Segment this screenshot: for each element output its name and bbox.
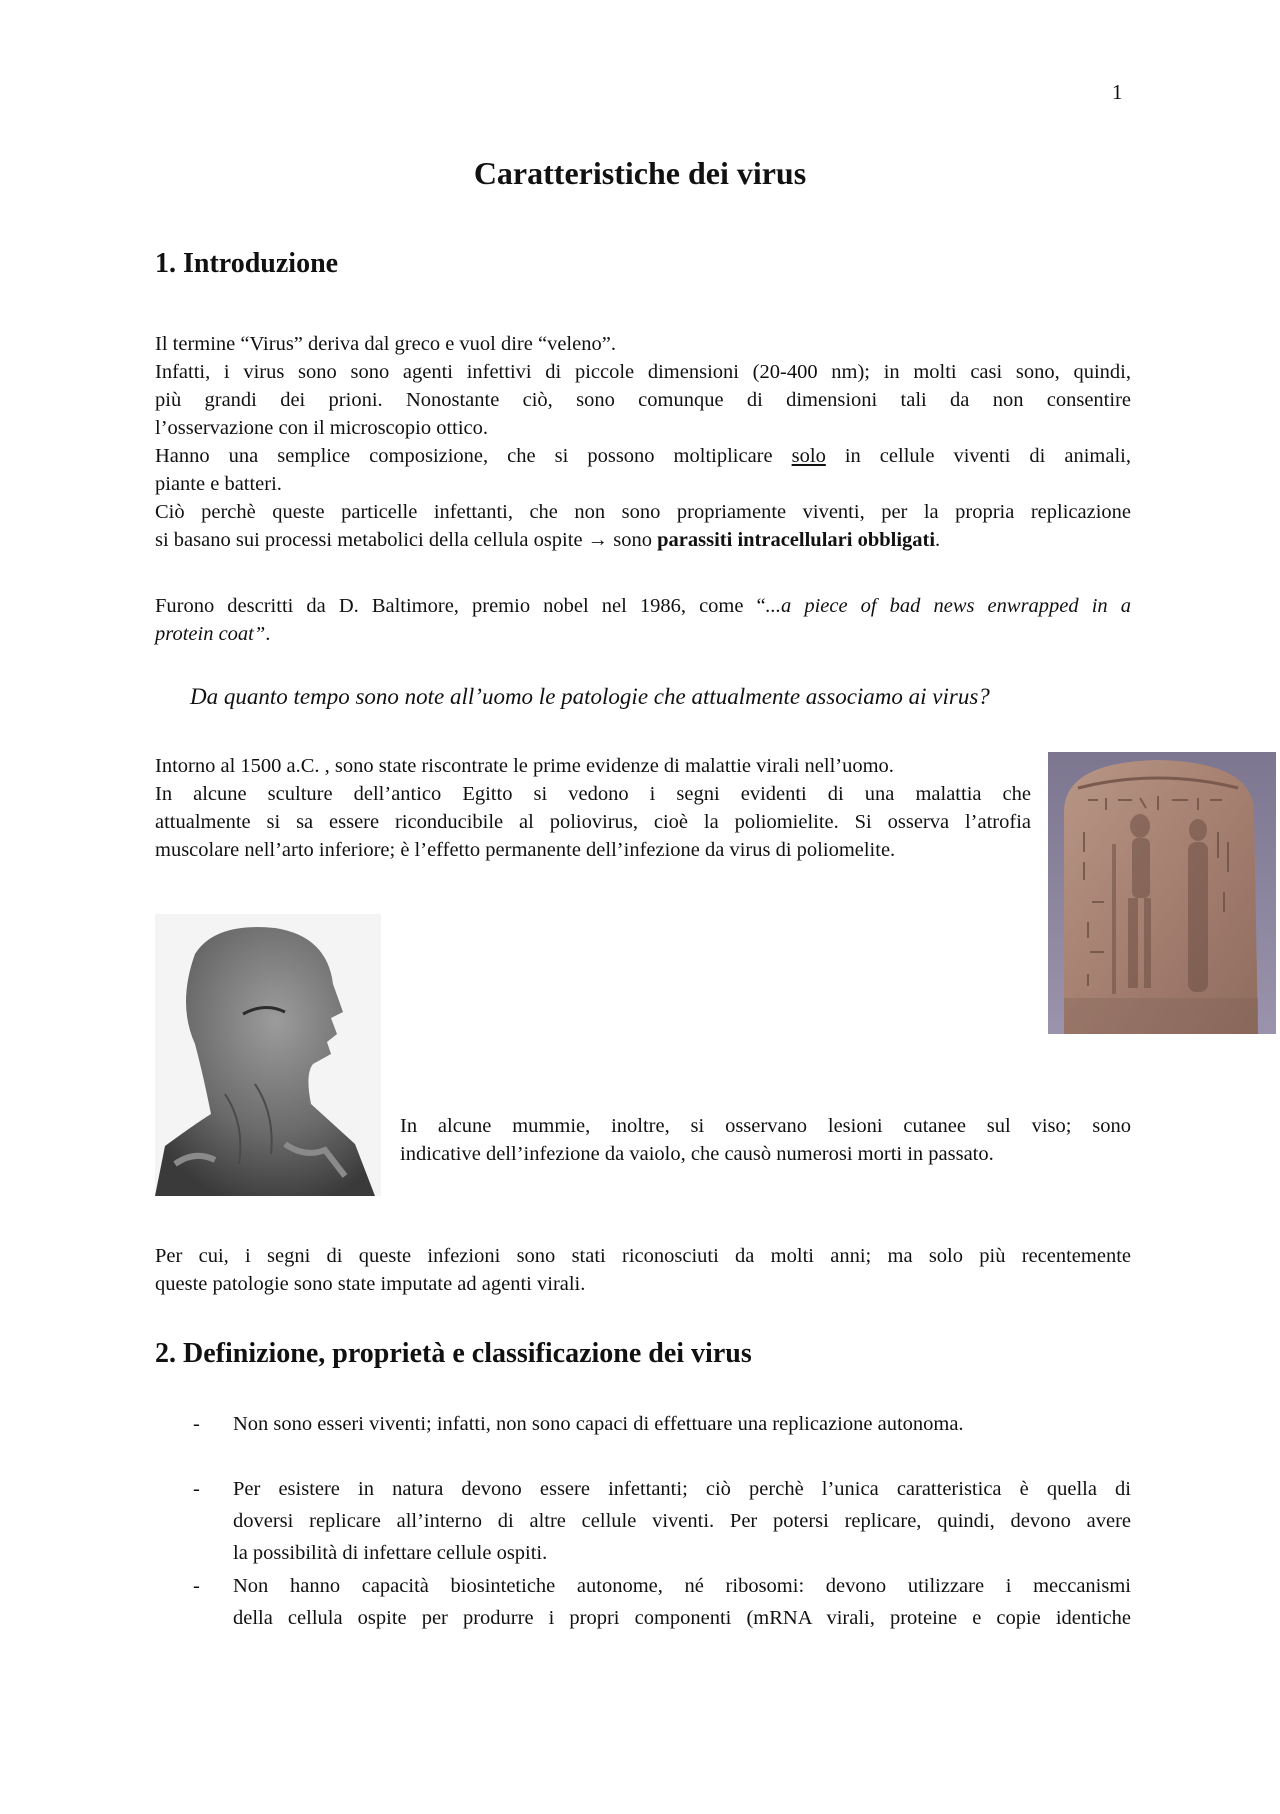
text-line: queste patologie sono state imputate ad agenti virali. (155, 1273, 586, 1295)
text-line: In alcune mummie, inoltre, si osservano lesioni cutanee sul viso; sono (400, 1115, 1131, 1137)
text-line: indicative dell’infezione da vaiolo, che causò numerosi morti in passato. (400, 1143, 994, 1165)
egypt-paragraph (155, 752, 1031, 864)
egyptian-stele-image (1048, 752, 1276, 1034)
document-title: Caratteristiche dei virus (473, 155, 807, 191)
conclusion-paragraph (155, 1242, 1131, 1298)
text-line: l’osservazione con il microscopio ottico. (155, 417, 489, 439)
section-1-heading: 1. Introduzione (155, 248, 339, 279)
text-line: piante e batteri. (155, 473, 282, 495)
text-line: protein coat”. (155, 623, 271, 645)
italic-quote: protein coat” (155, 623, 266, 645)
text-line: muscolare nell’arto inferiore; è l’effetto permanente dell’infezione da virus di poliomelite. (155, 839, 896, 861)
bullet-dash: - (193, 1478, 200, 1500)
list-item-text: Non sono esseri viventi; infatti, non sono capaci di effettuare una replicazione autonoma. (233, 1413, 964, 1435)
text-line: Furono descritti da D. Baltimore, premio nobel nel 1986, come “...a piece of bad news enwrapped in a (155, 595, 1131, 617)
text-line: Intorno al 1500 a.C. , sono state riscontrate le prime evidenze di malattie virali nell’uomo. (155, 755, 894, 777)
text-line: Per cui, i segni di queste infezioni sono stati riconosciuti da molti anni; ma solo più recentemente (155, 1245, 1131, 1267)
list-item-text: Per esistere in natura devono essere infettanti; ciò perchè l’unica caratteristica è quella di doversi replicare all’interno di altre cellule viventi. Per potersi replicare, quindi, devono avere la possibilità di infettare cellule ospiti. (233, 1478, 1131, 1564)
text-line: più grandi dei prioni. Nonostante ciò, sono comunque di dimensioni tali da non consentire (155, 389, 1131, 411)
underlined-word: solo (791, 445, 826, 467)
text-line: Ciò perchè queste particelle infettanti, che non sono propriamente viventi, per la propria replicazione (155, 501, 1131, 523)
text-line: Hanno una semplice composizione, che si possono moltiplicare solo in cellule viventi di animali, (155, 445, 1131, 467)
bold-term: parassiti intracellulari obbligati (657, 529, 936, 551)
text-line: attualmente si sa essere riconducibile al poliovirus, cioè la poliomielite. Si osserva l’atrofia (155, 811, 1031, 833)
question-line: Da quanto tempo sono note all’uomo le patologie che attualmente associamo ai virus? (190, 684, 990, 709)
page-number: 1 (1112, 80, 1123, 104)
bullet-dash: - (193, 1575, 200, 1597)
text-line: si basano sui processi metabolici della cellula ospite → sono parassiti intracellulari obbligati. (155, 529, 941, 551)
mummy-image (155, 914, 381, 1196)
bullet-dash: - (193, 1413, 200, 1435)
text-line: Infatti, i virus sono sono agenti infettivi di piccole dimensioni (20-400 nm); in molti casi sono, quindi, (155, 361, 1131, 383)
intro-paragraph (155, 330, 1131, 554)
text-line: Il termine “Virus” deriva dal greco e vuol dire “veleno”. (155, 333, 616, 355)
italic-quote: ...a piece of bad news enwrapped in a (765, 595, 1131, 617)
baltimore-quote-paragraph (155, 592, 1131, 648)
section-2-heading: 2. Definizione, proprietà e classificazione dei virus (155, 1338, 752, 1369)
text-line: In alcune sculture dell’antico Egitto si vedono i segni evidenti di una malattia che (155, 783, 1031, 805)
mummy-paragraph (400, 1112, 1131, 1168)
list-item-text: Non hanno capacità biosintetiche autonome, né ribosomi: devono utilizzare i meccanismi della cellula ospite per produrre i propri componenti (mRNA virali, proteine e copie identiche (233, 1575, 1131, 1629)
